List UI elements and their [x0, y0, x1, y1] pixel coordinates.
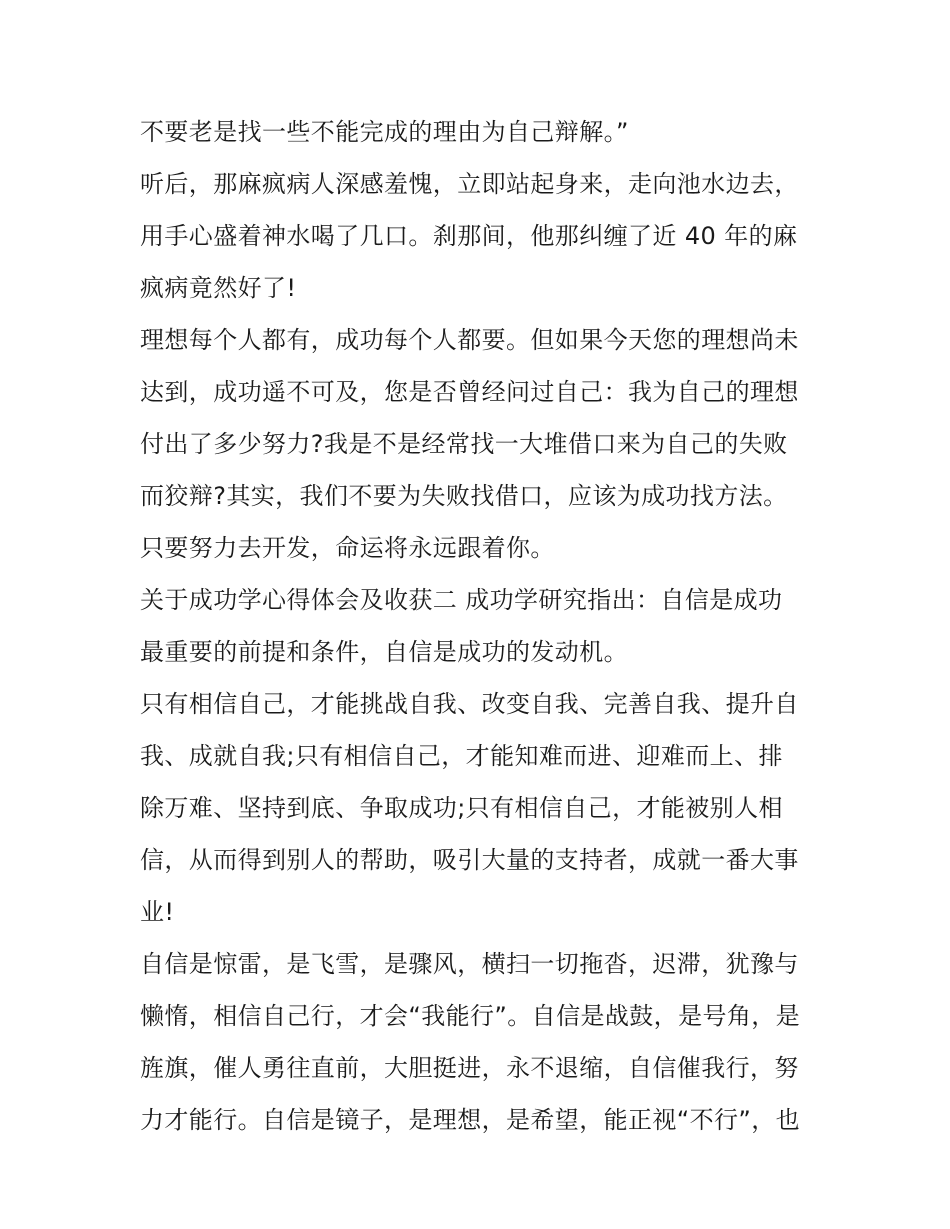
text-line: 理想每个人都有，成功每个人都要。但如果今天您的理想尚未	[140, 326, 799, 354]
text-line: 力才能行。自信是镜子，是理想，是希望，能正视“不行”，也	[140, 1106, 801, 1134]
text-line: 我、成就自我;只有相信自己，才能知难而进、迎难而上、排	[140, 742, 783, 770]
text-line: 除万难、坚持到底、争取成功;只有相信自己，才能被别人相	[140, 794, 783, 822]
body-text	[140, 106, 820, 1146]
text-line: 自信是惊雷，是飞雪，是骤风，横扫一切拖沓，迟滞，犹豫与	[140, 950, 799, 978]
text-line: 懒惰，相信自己行，才会“我能行”。自信是战鼓，是号角，是	[140, 1002, 801, 1030]
text-line: 听后，那麻疯病人深感羞愧，立即站起身来，走向池水边去，	[140, 170, 799, 198]
text-line: 达到，成功遥不可及，您是否曾经问过自己：我为自己的理想	[140, 378, 799, 406]
text-line: 最重要的前提和条件，自信是成功的发动机。	[140, 638, 628, 666]
text-line: 而狡辩?其实，我们不要为失败找借口，应该为成功找方法。	[140, 482, 788, 510]
text-line: 不要老是找一些不能完成的理由为自己辩解。”	[140, 118, 629, 146]
text-line: 付出了多少努力?我是不是经常找一大堆借口来为自己的失败	[140, 430, 788, 458]
text-line: 关于成功学心得体会及收获二 成功学研究指出：自信是成功	[140, 586, 783, 614]
text-line: 业!	[140, 898, 175, 926]
text-line: 只要努力去开发，命运将永远跟着你。	[140, 534, 555, 562]
text-line: 只有相信自己，才能挑战自我、改变自我、完善自我、提升自	[140, 690, 799, 718]
text-line: 信，从而得到别人的帮助，吸引大量的支持者，成就一番大事	[140, 846, 799, 874]
text-line: 旌旗，催人勇往直前，大胆挺进，永不退缩，自信催我行，努	[140, 1054, 799, 1082]
text-line: 疯病竟然好了!	[140, 274, 297, 302]
text-line: 用手心盛着神水喝了几口。刹那间，他那纠缠了近 40 年的麻	[140, 222, 798, 250]
